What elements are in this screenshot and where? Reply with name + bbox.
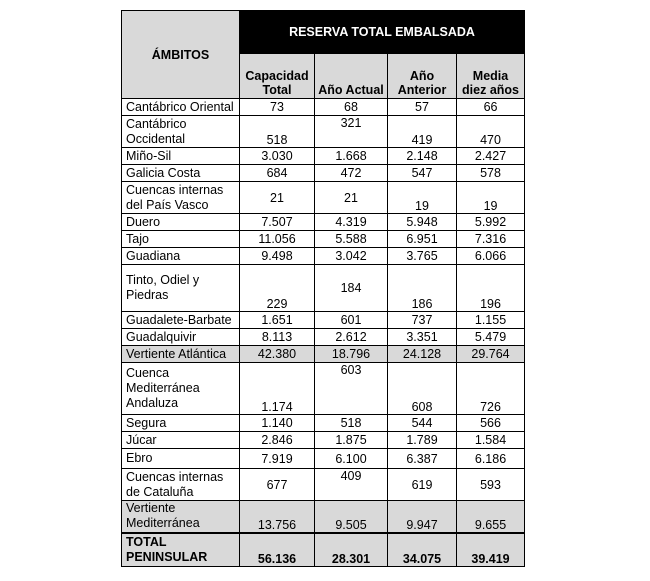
- table-row: [122, 182, 525, 214]
- row-name: Cuencas internas del País Vasco: [122, 182, 240, 214]
- capacidad-cell: 3.030: [240, 148, 315, 165]
- table-row: [122, 469, 525, 501]
- capacidad-cell: 56.136: [240, 533, 315, 567]
- media-cell: 66: [457, 99, 525, 116]
- anterior-cell: 6.387: [388, 449, 457, 469]
- capacidad-cell: 518: [240, 116, 315, 148]
- row-name: Cuencas internas de Cataluña: [122, 469, 240, 501]
- anterior-cell: 5.948: [388, 214, 457, 231]
- table-row: [122, 148, 525, 165]
- actual-cell: 4.319: [315, 214, 388, 231]
- table-row: [122, 248, 525, 265]
- table-row: [122, 415, 525, 432]
- capacidad-cell: 13.756: [240, 501, 315, 533]
- actual-cell: 9.505: [315, 501, 388, 533]
- actual-cell: 518: [315, 415, 388, 432]
- capacidad-cell: 1.651: [240, 312, 315, 329]
- table-row: [122, 312, 525, 329]
- media-cell: 6.186: [457, 449, 525, 469]
- actual-cell: 603: [315, 363, 388, 415]
- row-name: Vertiente Mediterránea: [122, 501, 240, 533]
- anterior-cell: 619: [388, 469, 457, 501]
- ambitos-header: ÁMBITOS: [122, 11, 240, 99]
- row-name: Cantábrico Occidental: [122, 116, 240, 148]
- anterior-cell: 3.351: [388, 329, 457, 346]
- media-cell: 39.419: [457, 533, 525, 567]
- actual-cell: 1.875: [315, 432, 388, 449]
- anterior-cell: 19: [388, 182, 457, 214]
- reservoir-table: [121, 10, 525, 567]
- table-row: [122, 214, 525, 231]
- actual-cell: 6.100: [315, 449, 388, 469]
- anterior-cell: 608: [388, 363, 457, 415]
- capacidad-cell: 684: [240, 165, 315, 182]
- table-row: [122, 231, 525, 248]
- capacidad-cell: 7.919: [240, 449, 315, 469]
- capacidad-cell: 9.498: [240, 248, 315, 265]
- actual-cell: 28.301: [315, 533, 388, 567]
- capacidad-cell: 7.507: [240, 214, 315, 231]
- actual-cell: 1.668: [315, 148, 388, 165]
- anterior-cell: 1.789: [388, 432, 457, 449]
- actual-cell: 409: [315, 469, 388, 501]
- media-cell: 1.584: [457, 432, 525, 449]
- total-row: [122, 533, 525, 567]
- row-name: Tajo: [122, 231, 240, 248]
- row-name: Cantábrico Oriental: [122, 99, 240, 116]
- anterior-cell: 186: [388, 265, 457, 312]
- table-row: [122, 165, 525, 182]
- actual-cell: 472: [315, 165, 388, 182]
- capacidad-cell: 73: [240, 99, 315, 116]
- actual-cell: 321: [315, 116, 388, 148]
- media-cell: 566: [457, 415, 525, 432]
- row-name: Guadalete-Barbate: [122, 312, 240, 329]
- capacidad-cell: 677: [240, 469, 315, 501]
- table-row: [122, 329, 525, 346]
- media-cell: 7.316: [457, 231, 525, 248]
- actual-cell: 5.588: [315, 231, 388, 248]
- media-header: Media diez años: [457, 54, 525, 99]
- anterior-cell: 57: [388, 99, 457, 116]
- media-cell: 196: [457, 265, 525, 312]
- actual-cell: 2.612: [315, 329, 388, 346]
- capacidad-cell: 229: [240, 265, 315, 312]
- anterior-cell: 2.148: [388, 148, 457, 165]
- table-row: [122, 449, 525, 469]
- row-name: Guadalquivir: [122, 329, 240, 346]
- media-cell: 19: [457, 182, 525, 214]
- media-cell: 578: [457, 165, 525, 182]
- ano-actual-header: Año Actual: [315, 54, 388, 99]
- capacidad-cell: 1.174: [240, 363, 315, 415]
- row-name: Guadiana: [122, 248, 240, 265]
- capacidad-cell: 11.056: [240, 231, 315, 248]
- row-name: TOTAL PENINSULAR: [122, 533, 240, 567]
- table-row: [122, 363, 525, 415]
- media-cell: 9.655: [457, 501, 525, 533]
- row-name: Tinto, Odiel y Piedras: [122, 265, 240, 312]
- anterior-cell: 419: [388, 116, 457, 148]
- row-name: Ebro: [122, 449, 240, 469]
- ano-anterior-header: Año Anterior: [388, 54, 457, 99]
- anterior-cell: 547: [388, 165, 457, 182]
- actual-cell: 184: [315, 265, 388, 312]
- capacidad-cell: 8.113: [240, 329, 315, 346]
- capacidad-cell: 42.380: [240, 346, 315, 363]
- table-row: [122, 116, 525, 148]
- table-row: [122, 265, 525, 312]
- media-cell: 5.992: [457, 214, 525, 231]
- actual-cell: 21: [315, 182, 388, 214]
- anterior-cell: 6.951: [388, 231, 457, 248]
- capacidad-cell: 21: [240, 182, 315, 214]
- anterior-cell: 9.947: [388, 501, 457, 533]
- row-name: Júcar: [122, 432, 240, 449]
- anterior-cell: 544: [388, 415, 457, 432]
- media-cell: 29.764: [457, 346, 525, 363]
- media-cell: 726: [457, 363, 525, 415]
- anterior-cell: 3.765: [388, 248, 457, 265]
- anterior-cell: 24.128: [388, 346, 457, 363]
- row-name: Galicia Costa: [122, 165, 240, 182]
- table-row: [122, 432, 525, 449]
- row-name: Segura: [122, 415, 240, 432]
- anterior-cell: 34.075: [388, 533, 457, 567]
- subtotal-row: [122, 346, 525, 363]
- actual-cell: 601: [315, 312, 388, 329]
- media-cell: 593: [457, 469, 525, 501]
- anterior-cell: 737: [388, 312, 457, 329]
- actual-cell: 18.796: [315, 346, 388, 363]
- subtotal-row: [122, 501, 525, 533]
- capacidad-cell: 2.846: [240, 432, 315, 449]
- row-name: Duero: [122, 214, 240, 231]
- capacidad-cell: 1.140: [240, 415, 315, 432]
- actual-cell: 3.042: [315, 248, 388, 265]
- media-cell: 470: [457, 116, 525, 148]
- media-cell: 5.479: [457, 329, 525, 346]
- media-cell: 2.427: [457, 148, 525, 165]
- media-cell: 1.155: [457, 312, 525, 329]
- capacidad-header: Capacidad Total: [240, 54, 315, 99]
- table-row: [122, 99, 525, 116]
- reserva-total-header: RESERVA TOTAL EMBALSADA: [240, 11, 525, 54]
- row-name: Miño-Sil: [122, 148, 240, 165]
- actual-cell: 68: [315, 99, 388, 116]
- media-cell: 6.066: [457, 248, 525, 265]
- row-name: Vertiente Atlántica: [122, 346, 240, 363]
- row-name: Cuenca Mediterránea Andaluza: [122, 363, 240, 415]
